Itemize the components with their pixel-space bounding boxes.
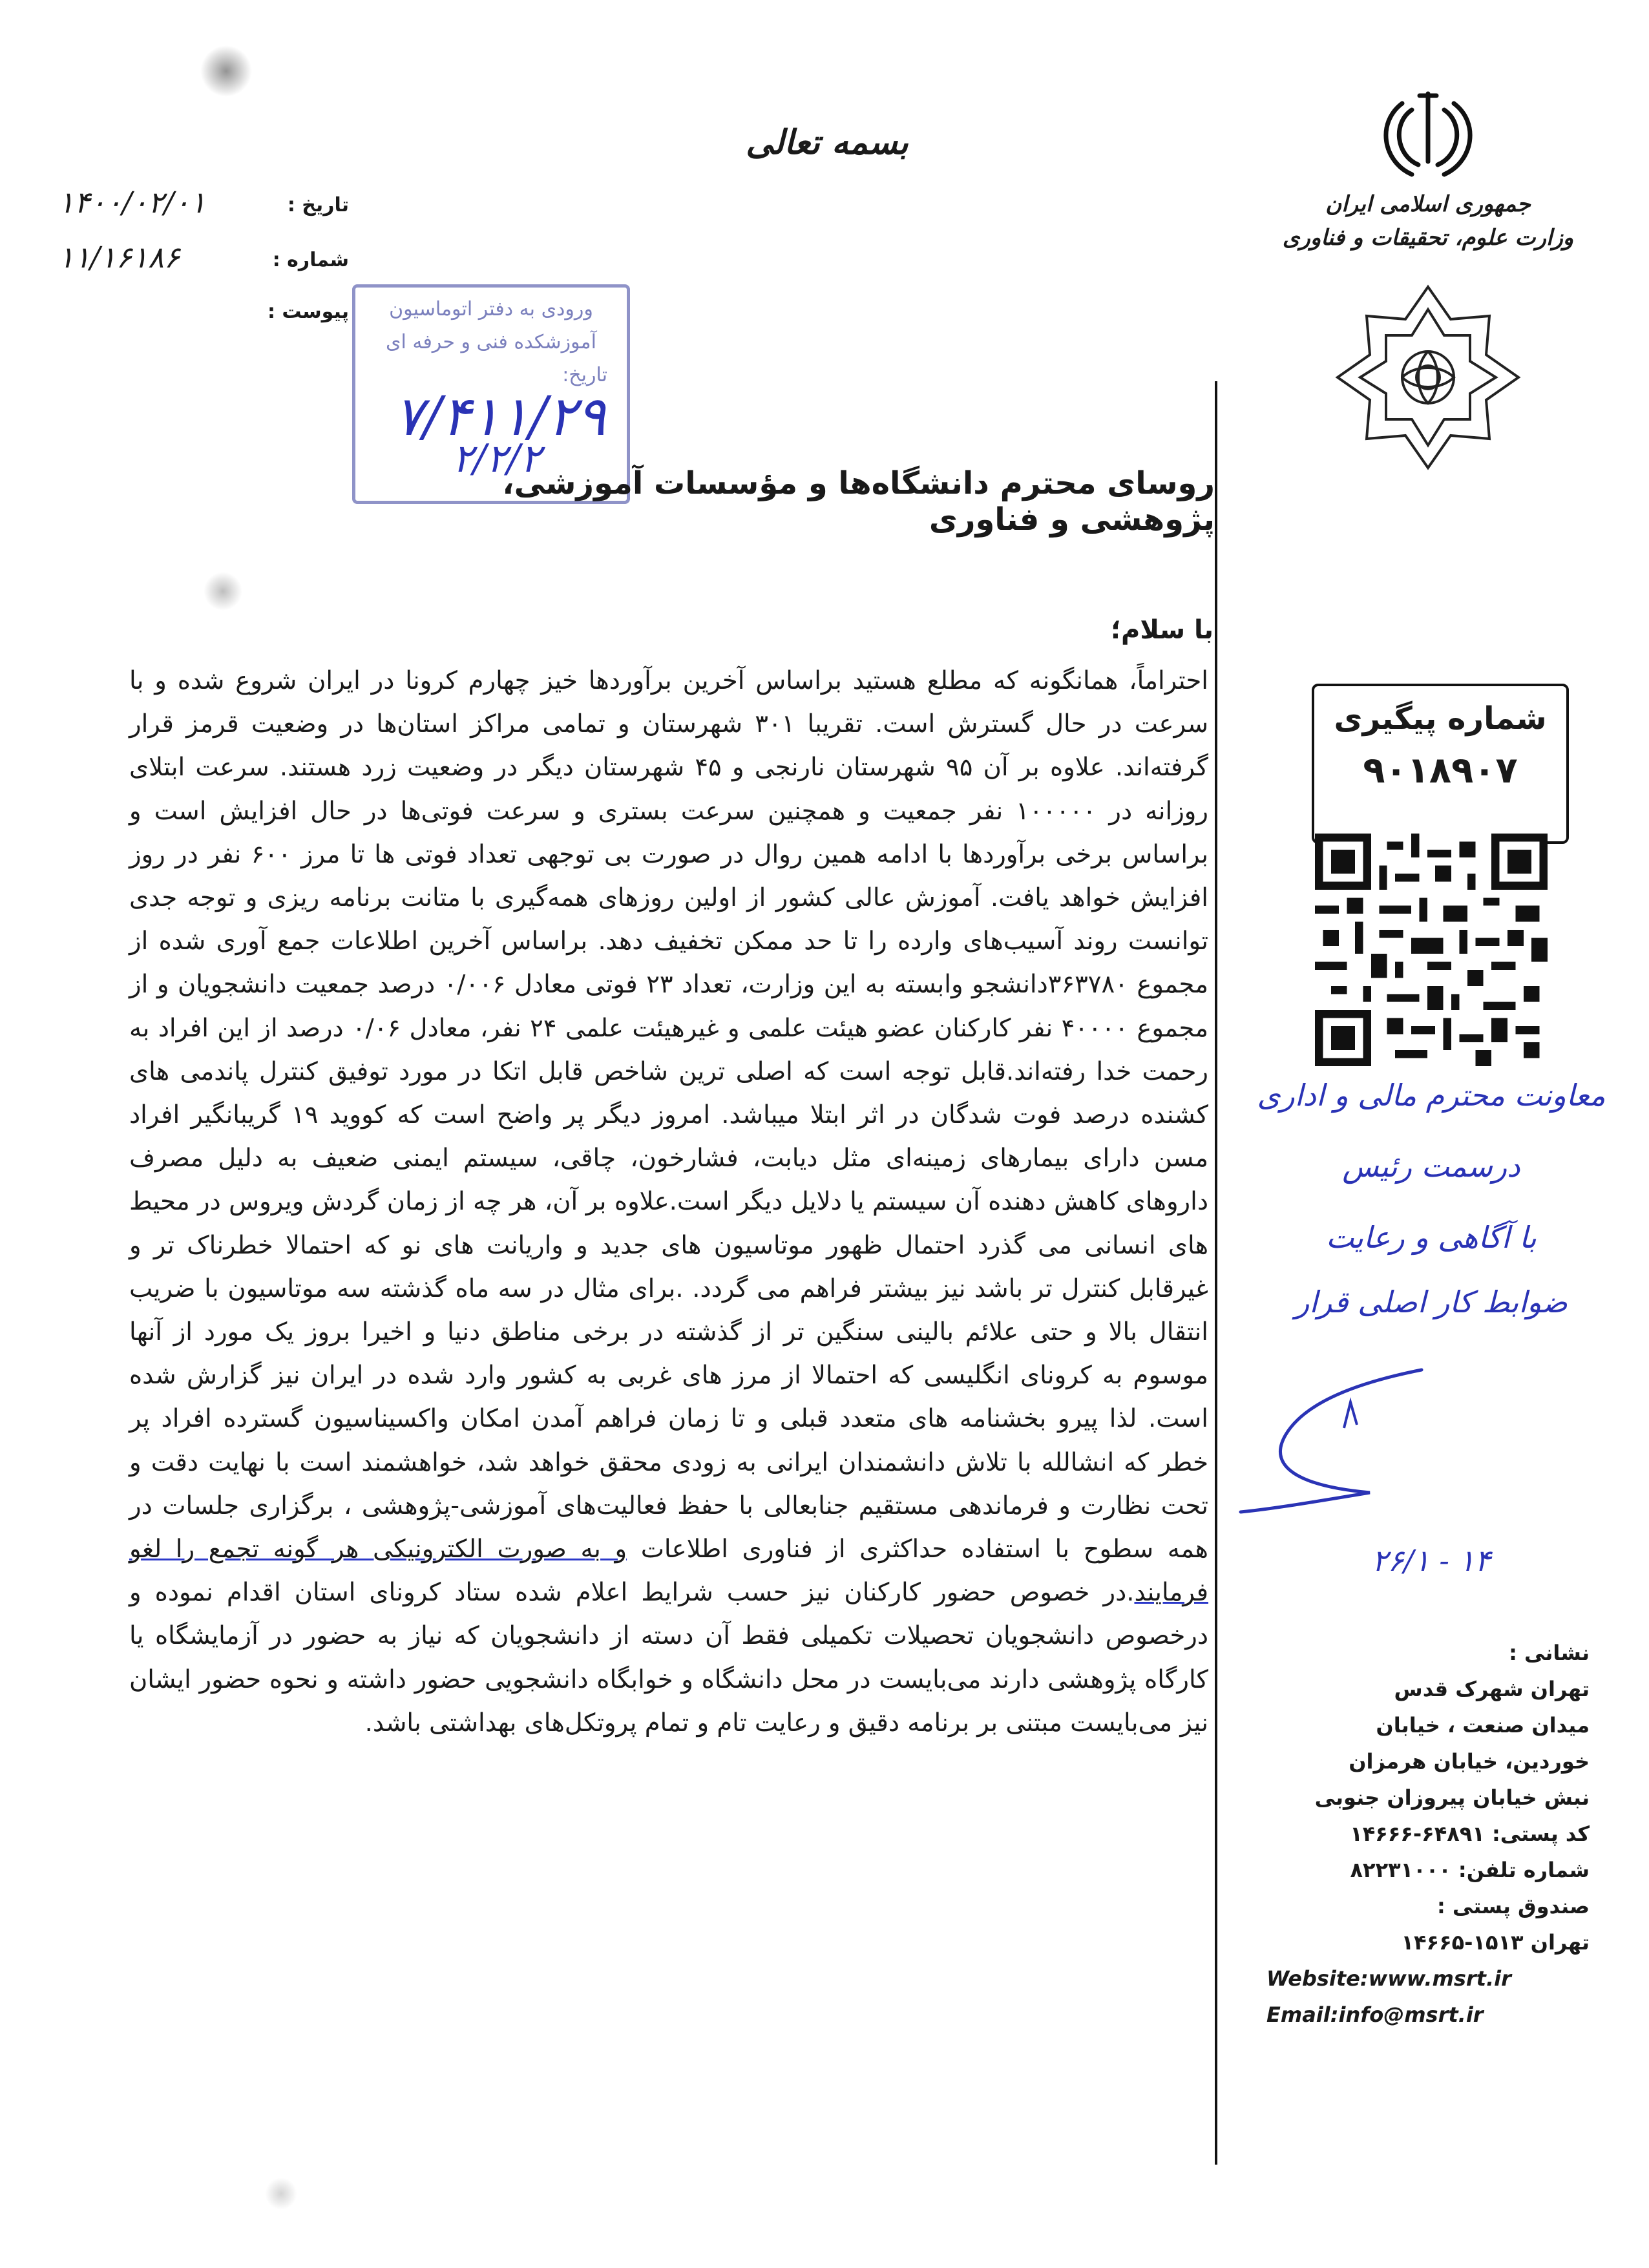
handwritten-note-line-4: ضوابط کار اصلی قرار bbox=[1295, 1285, 1568, 1319]
letterhead bbox=[1228, 84, 1628, 474]
country-name: جمهوری اسلامی ایران bbox=[1325, 191, 1531, 217]
handwritten-note-line-1: معاونت محترم مالی و اداری bbox=[1257, 1078, 1606, 1113]
letter-body bbox=[129, 659, 1208, 1745]
recipient-heading: روسای محترم دانشگاه‌ها و مؤسسات آموزشی، پژوهشی و فناوری bbox=[502, 465, 1215, 538]
pobox-label: صندوق پستی : bbox=[1436, 1894, 1590, 1918]
handwritten-note-line-2: درسمت رئیس bbox=[1342, 1149, 1520, 1184]
stamp-line-3: تاریخ: bbox=[562, 364, 607, 386]
date-value: ۱۴۰۰/۰۲/۰۱ bbox=[58, 185, 206, 220]
attachment-row bbox=[58, 300, 349, 339]
iran-emblem-icon bbox=[1373, 84, 1483, 181]
address-line-3: خوردین، خیابان هرمزان bbox=[1349, 1749, 1590, 1774]
tracking-label: شماره پیگیری bbox=[1334, 700, 1547, 737]
ministry-name: وزارت علوم، تحقیقات و فناوری bbox=[1282, 225, 1574, 251]
pobox-value: تهران ۱۵۱۳-۱۴۶۶۵ bbox=[1401, 1930, 1590, 1955]
number-label: شماره : bbox=[272, 249, 349, 271]
email-link[interactable]: Email:info@msrt.ir bbox=[1266, 2002, 1484, 2027]
date-row bbox=[58, 185, 349, 233]
signature-scribble-icon bbox=[1228, 1357, 1434, 1518]
postal-code: کد پستی: ۶۴۸۹۱-۱۴۶۶۶ bbox=[1350, 1822, 1590, 1846]
salutation: با سلام؛ bbox=[1111, 615, 1213, 645]
bismillah-heading: بسمه تعالی bbox=[746, 123, 909, 162]
attachment-label: پیوست : bbox=[267, 300, 349, 323]
address-line-1: تهران شهرک قدس bbox=[1394, 1677, 1590, 1701]
handwritten-note-line-3: با آگاهی و رعایت bbox=[1326, 1220, 1537, 1255]
qr-code-icon bbox=[1315, 834, 1548, 1066]
scan-smudge bbox=[200, 45, 252, 97]
number-value: ۱۱/۱۶۱۸۶ bbox=[58, 240, 180, 275]
body-paragraph bbox=[129, 659, 1208, 1745]
body-text-end: .در خصوص حضور کارکنان نیز حسب شرایط اعلام شده ستاد کرونای استان اقدام نموده و درخصوص دانشجویان تحصیلات تکمیلی فقط آن دسته از دانشجویان که نیاز به حضور در آزمایشگاه یا کارگاه پژوهشی دارند می‌بایست در محل دانشگاه و خوابگاه دانشجویی حضور داشته و نحوه حضور ایشان نیز می‌بایست مبتنی بر برنامه دقیق و رعایت تام و تمام پروتکل‌های بهداشتی باشد. bbox=[129, 1578, 1208, 1738]
stamp-line-1: ورودی به دفتر اتوماسیون bbox=[389, 298, 593, 320]
scan-smudge bbox=[204, 572, 242, 611]
tracking-number: ۹۰۱۸۹۰۷ bbox=[1363, 750, 1518, 792]
address-line-2: میدان صنعت ، خیابان bbox=[1376, 1713, 1590, 1738]
handwritten-note-date: ۲۶/۱ - ۱۴ bbox=[1372, 1543, 1491, 1578]
phone-number: شماره تلفن: ۸۲۲۳۱۰۰۰ bbox=[1350, 1858, 1590, 1882]
body-text-main: احتراماً، همانگونه که مطلع هستید براساس آخرین برآوردها خیز چهارم کرونا در ایران شروع شده و با سرعت در حال گسترش است. تقریبا ۳۰۱ شهرستان و تمامی مراکز استان‌ها در وضعیت قرمز قرار گرفته‌اند. علاوه بر آن ۹۵ شهرستان نارنجی و ۴۵ شهرستان دیگر در وضعیت زرد هستند. سرعت ابتلای روزانه در ۱۰۰۰۰۰ نفر جمعیت و همچنین سرعت بستری و سرعت فوتی‌ها در حال افزایش است و براساس برخی برآوردها با ادامه همین روال در صورت بی توجهی تعداد فوتی ها تا مرز ۶۰۰ نفر در روز افزایش خواهد یافت. آموزش عالی کشور از اولین روزهای همه‌گیری با متانت برنامه ریزی و توجه جدی توانست روند آسیب‌های وارده را تا حد ممکن تخفیف دهد. براساس آخرین اطلاعات جمع آوری شده از مجموع ۳۶۳۷۸۰دانشجو وابسته به این وزارت، تعداد ۲۳ فوتی معادل ۰/۰۰۶ درصد جمعیت دانشجویان و از مجموع ۴۰۰۰۰ نفر کارکنان عضو هیئت علمی و غیرهیئت علمی ۲۴ نفر، معادل ۰/۰۶ درصد از این افراد به رحمت خدا رفته‌اند.قابل توجه است که اصلی ترین شاخص قابل اتکا در مورد توفیق کنترل پاندمی های کشنده درصد فوت شدگان در اثر ابتلا میباشد. امروز دیگر پر واضح است که کووید ۱۹ گریبانگیر افراد مسن دارای بیمارهای زمینه‌ای مثل دیابت، فشارخون، چاقی، سیستم ایمنی ضعیف به دلیل مصرف داروهای کاهش دهنده آن سیستم یا دلایل دیگر است.علاوه بر آن، هر چه از زمان گردش ویروس در محیط های انسانی می گذرد احتمال ظهور موتاسیون های جدید و واریانت های نو که احتمالا خطرناک تر و غیرقابل کنترل تر باشد نیز بیشتر فراهم می گردد. .برای مثال در سه ماه گذشته سه موتاسیون با ضریب انتقال بالا و حتی علائم بالینی سنگین تر از گذشته در برخی مناطق دنیا و اخیرا بروز یک مورد از آنها موسوم به کرونای انگلیسی که احتمالا از مرز های غربی به کشور وارد شده در ایران نیز گزارش شده است. لذا پیرو بخشنامه های متعدد قبلی و تا زمان فراهم آمدن امکان واکسیناسیون گسترده افراد پر خطر که انشالله با تلاش دانشمندان ایرانی به زودی محقق خواهد شد، خواهشمند است با نهایت دقت و تحت نظارت و فرماندهی مستقیم جنابعالی با حفظ فعالیت‌های آموزشی-پژوهشی ، برگزاری جلسات در همه سطوح با استفاده حداکثری از فناوری اطلاعات bbox=[129, 666, 1208, 1564]
ornament-icon bbox=[1331, 280, 1525, 474]
address-label: نشانی : bbox=[1509, 1641, 1590, 1665]
stamp-handwritten-date: ۲/۲/۲ bbox=[452, 436, 541, 481]
stamp-handwritten-number: ۷/۴۱۱/۲۹ bbox=[394, 384, 606, 448]
scan-smudge bbox=[265, 2178, 297, 2210]
number-row bbox=[58, 240, 349, 288]
stamp-line-2: آموزشکده فنی و حرفه ای bbox=[386, 331, 596, 353]
website-link[interactable]: Website:www.msrt.ir bbox=[1266, 1966, 1511, 1991]
margin-divider bbox=[1215, 381, 1217, 2165]
date-label: تاریخ : bbox=[287, 194, 349, 216]
body-text-underlined: و به صورت الکترونیکی هر گونه تجمع را لغو فرمایند bbox=[129, 1535, 1208, 1608]
address-block bbox=[1228, 1635, 1590, 2033]
address-line-4: نبش خیابان پیروزان جنوبی bbox=[1314, 1785, 1590, 1810]
tracking-number-box bbox=[1312, 684, 1569, 844]
